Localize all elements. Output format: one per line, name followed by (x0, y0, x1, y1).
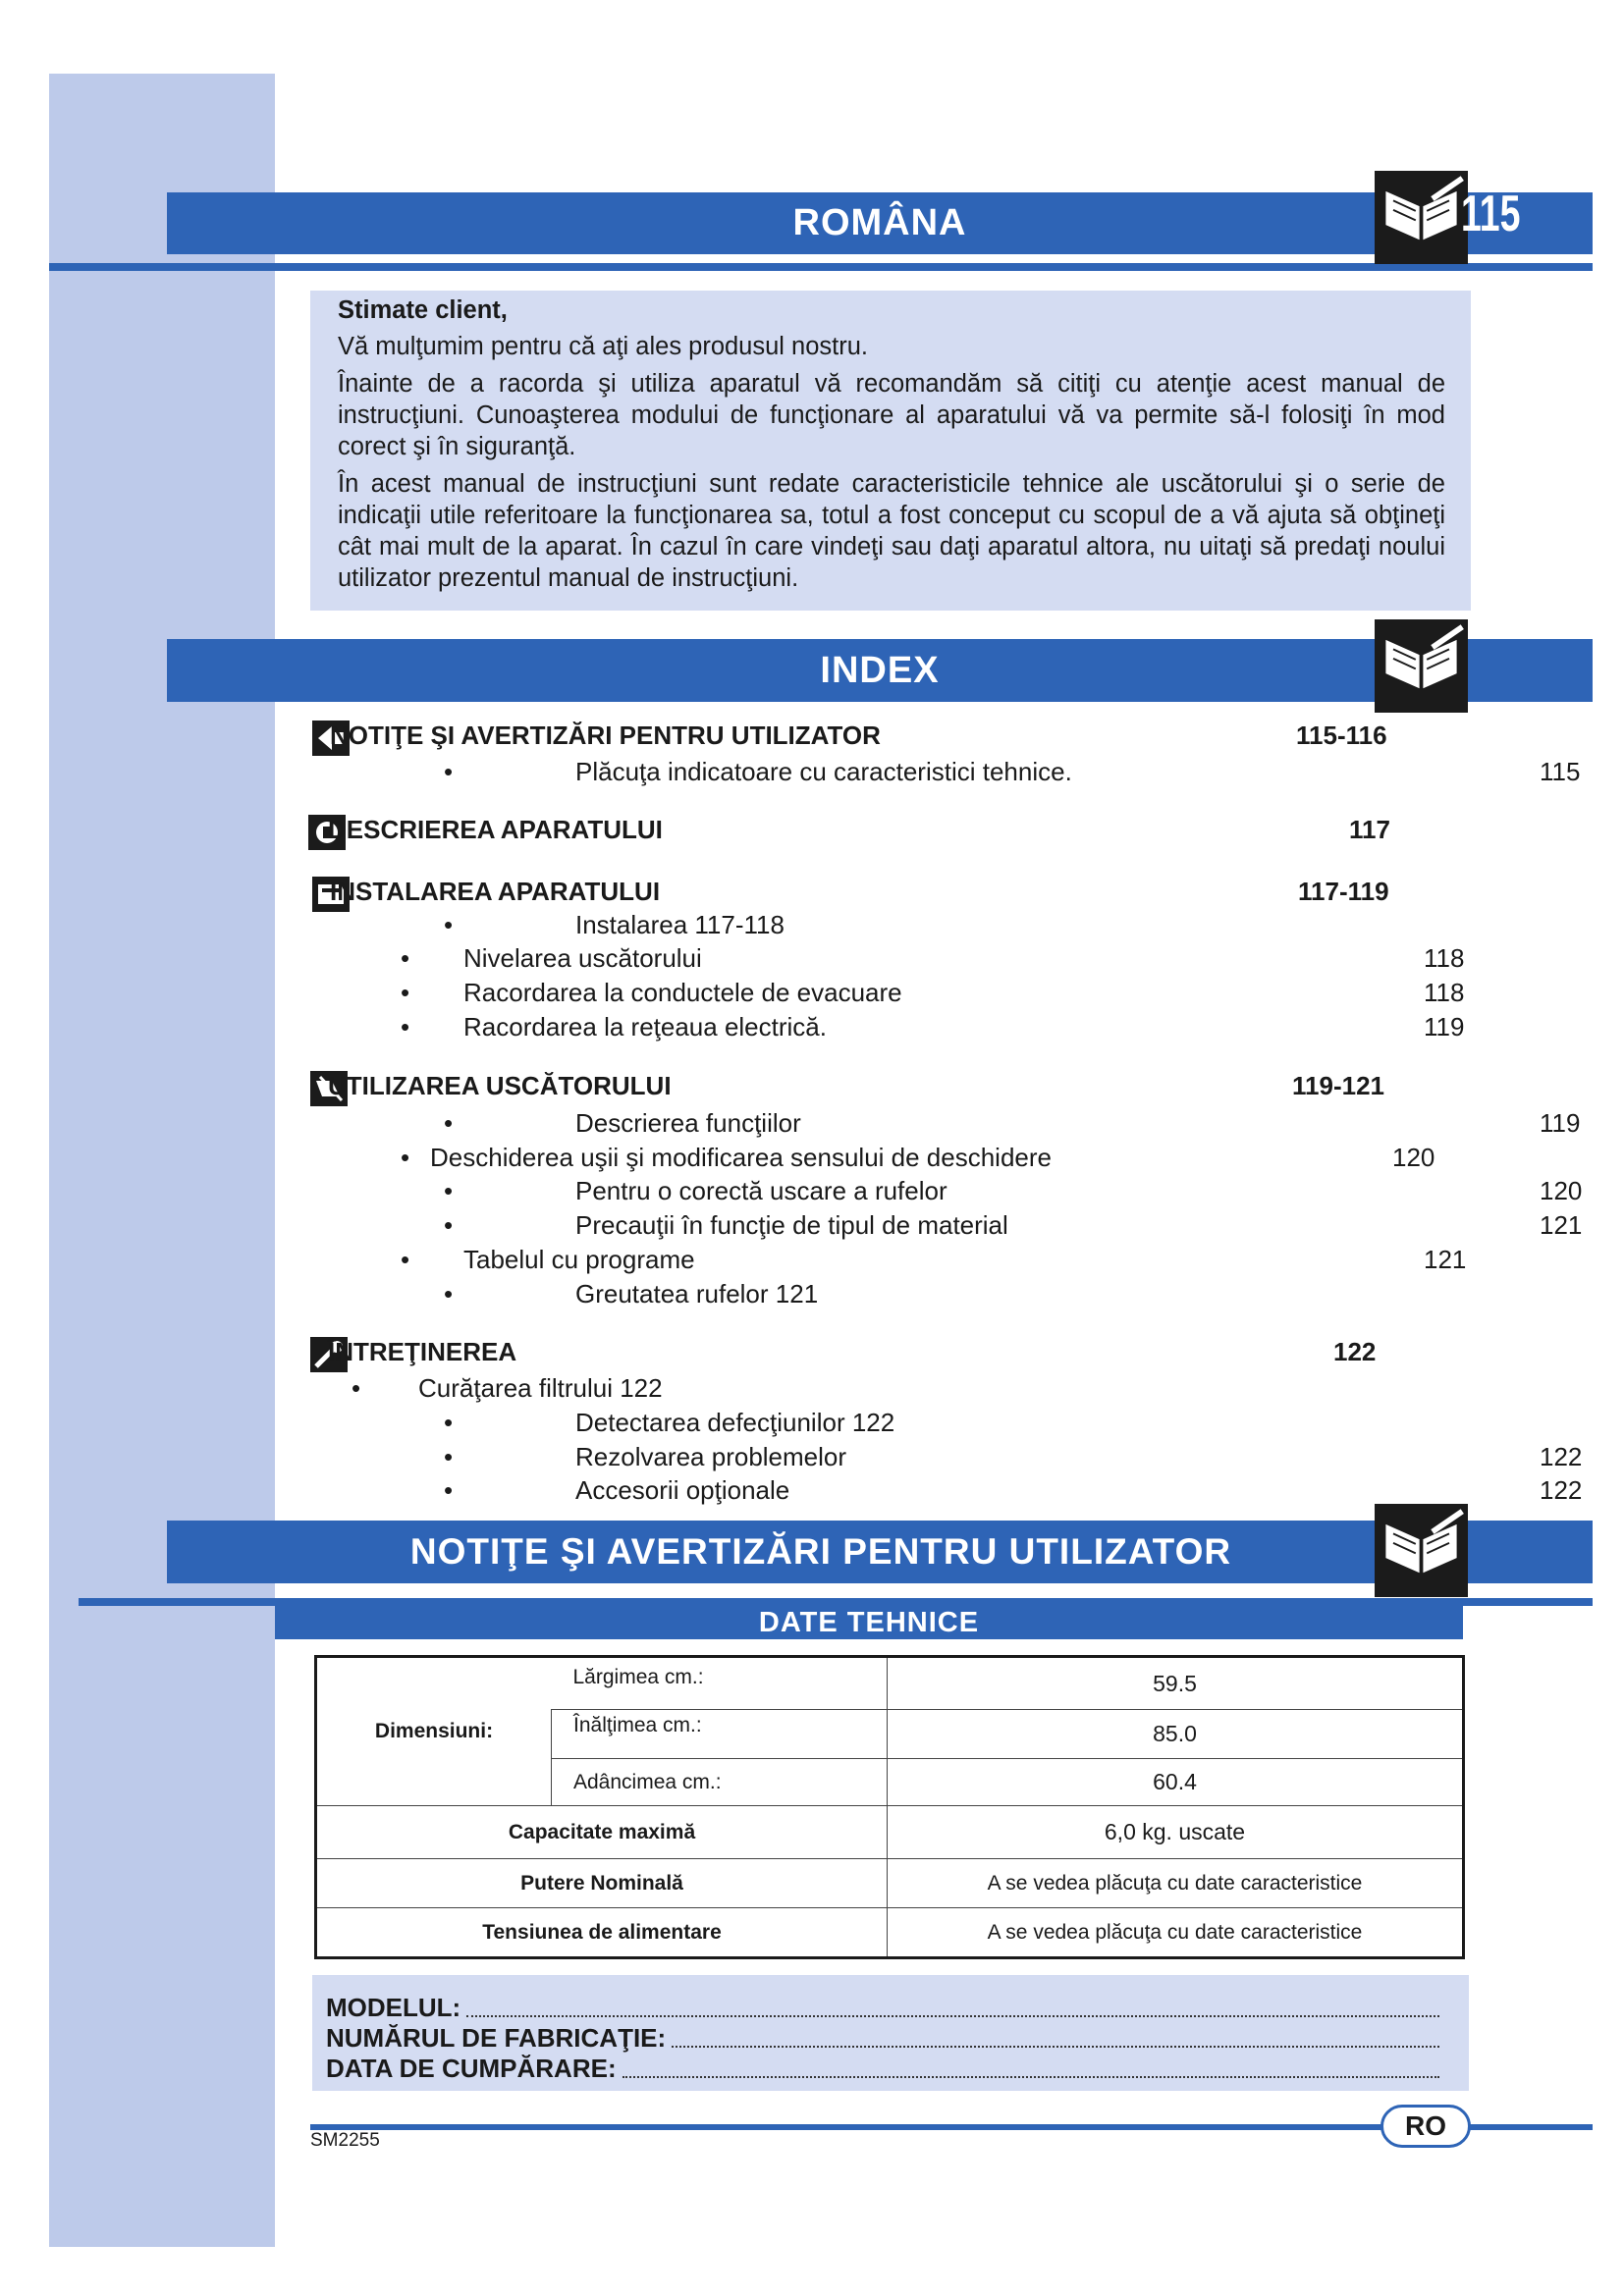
index-item: Curăţarea filtrului 122 (418, 1373, 663, 1403)
spec-capacity-label: Capacitate maximă (316, 1806, 888, 1859)
book-icon (1375, 619, 1468, 713)
index-section-description: DESCRIEREA APARATULUI (328, 815, 663, 844)
index-item-page: 122 (1540, 1442, 1583, 1471)
spec-power-label: Putere Nominală (316, 1859, 888, 1908)
index-section-description-pages: 117 (1349, 815, 1390, 844)
spec-power-value: A se vedea plăcuţa cu date caracteristice (888, 1859, 1464, 1908)
purchase-date-label: DATA DE CUMPĂRARE: (326, 2054, 617, 2083)
notes-title: NOTIŢE ŞI AVERTIZĂRI PENTRU UTILIZATOR (409, 1531, 1232, 1572)
model-line (326, 1993, 1439, 2023)
spec-width-value: 59.5 (888, 1657, 1464, 1710)
intro-paragraph-3: În acest manual de instrucţiuni sunt redate caracteristicile tehnice ale uscătorului şi o serie de indicaţii utile referitoare la funcţionarea sa, totul a fost conceput cu scopul de a vă ajuta să obţineţi cât mai mult de la aparat. În cazul în care vindeţi sau daţi aparatul altora, nu uitaţi să predaţi noului utilizator prezentul manual de instrucţiuni. (338, 470, 1445, 592)
language-badge: RO (1380, 2105, 1471, 2148)
spec-table (314, 1655, 1465, 1959)
bullet: • (444, 1442, 454, 1471)
bullet: • (444, 1108, 454, 1138)
index-section-notes: NOTIŢE ŞI AVERTIZĂRI PENTRU UTILIZATOR (330, 721, 881, 750)
index-item-page: 122 (1540, 1475, 1583, 1505)
notes-rule (79, 1598, 1593, 1606)
header-title: ROMÂNA (792, 202, 967, 243)
index-item: Rezolvarea problemelor (575, 1442, 847, 1471)
book-icon (1375, 1504, 1468, 1597)
serial-dots (672, 2046, 1439, 2048)
intro-greeting: Stimate client, (338, 296, 508, 324)
index-item-page: 118 (1424, 978, 1465, 1007)
bullet: • (401, 943, 410, 973)
page-number: 115 (1461, 186, 1521, 242)
index-item: Plăcuţa indicatoare cu caracteristici tehnice. (575, 757, 1072, 786)
index-section-usage: UTILIZAREA USCĂTORULUI (328, 1071, 672, 1100)
bullet: • (352, 1373, 361, 1403)
index-item: Tabelul cu programe (463, 1245, 695, 1274)
bullet: • (444, 1210, 454, 1240)
index-item: Racordarea la conductele de evacuare (463, 978, 902, 1007)
spec-dim-label: Dimensiuni: (316, 1657, 552, 1806)
index-item: Nivelarea uscătorului (463, 943, 702, 973)
index-item-page: 121 (1424, 1245, 1467, 1274)
subtitle-bar (275, 1606, 1463, 1639)
spec-capacity-value: 6,0 kg. uscate (888, 1806, 1464, 1859)
index-title: INDEX (820, 650, 940, 691)
index-item: Deschiderea uşii şi modificarea sensului de deschidere (430, 1143, 1053, 1172)
intro-paragraph-2: Înainte de a racorda şi utiliza aparatul vă recomandăm să citiţi cu atenţie acest manual de instrucţiuni. Cunoaşterea modului de funcţionare al aparatului vă va permite să-l folosiţi în mod corect şi în siguranţă. (338, 370, 1445, 460)
book-icon (1375, 171, 1468, 264)
footer-code: SM2255 (310, 2130, 380, 2151)
bullet: • (444, 1176, 454, 1205)
model-dots (466, 2015, 1439, 2017)
spec-height-label: Înălţimea cm.: (552, 1710, 888, 1759)
index-section-maintenance-pages: 122 (1333, 1337, 1377, 1366)
serial-line (326, 2023, 1439, 2054)
index-section-notes-pages: 115-116 (1296, 721, 1387, 750)
bullet: • (444, 1279, 454, 1308)
index-item-page: 115 (1540, 757, 1581, 786)
bullet: • (401, 1012, 410, 1041)
model-label: MODELUL: (326, 1993, 461, 2022)
index-section-installation-pages: 117-119 (1298, 877, 1389, 906)
index-item: Pentru o corectă uscare a rufelor (575, 1176, 947, 1205)
spec-height-value: 85.0 (888, 1710, 1464, 1759)
intro-paragraph-1: Vă mulţumim pentru că aţi ales produsul nostru. (338, 333, 869, 360)
intro-box (310, 291, 1471, 611)
index-item: Precauţii în funcţie de tipul de material (575, 1210, 1008, 1240)
spec-width-label: Lărgimea cm.: (552, 1657, 888, 1710)
index-item-page: 120 (1540, 1176, 1583, 1205)
index-item-page: 119 (1424, 1012, 1465, 1041)
header-rule (49, 263, 1593, 271)
index-section-usage-pages: 119-121 (1292, 1071, 1384, 1100)
model-box (312, 1975, 1469, 2091)
spec-voltage-value: A se vedea plăcuţa cu date caracteristice (888, 1908, 1464, 1958)
bullet: • (444, 1475, 454, 1505)
index-item: Instalarea 117-118 (575, 910, 785, 939)
index-section-installation: INSTALAREA APARATULUI (330, 877, 661, 906)
notes-subtitle: DATE TEHNICE (758, 1607, 980, 1638)
date-line (326, 2054, 1439, 2084)
index-item-page: 121 (1540, 1210, 1583, 1240)
bullet: • (401, 1245, 410, 1274)
index-item: Racordarea la reţeaua electrică. (463, 1012, 827, 1041)
index-item-page: 119 (1540, 1108, 1581, 1138)
bullet: • (401, 1143, 410, 1172)
index-item: Detectarea defecţiunilor 122 (575, 1408, 895, 1437)
date-dots (623, 2076, 1439, 2078)
spec-depth-value: 60.4 (888, 1759, 1464, 1806)
bullet: • (444, 1408, 454, 1437)
index-item: Accesorii opţionale (575, 1475, 790, 1505)
index-item-page: 120 (1392, 1143, 1435, 1172)
bullet: • (444, 757, 454, 786)
spec-voltage-label: Tensiunea de alimentare (316, 1908, 888, 1958)
index-section-maintenance: ÎNTREŢINEREA (328, 1337, 517, 1366)
bullet: • (444, 910, 454, 939)
side-band (49, 74, 275, 2247)
index-item: Descrierea funcţiilor (575, 1108, 801, 1138)
index-item: Greutatea rufelor 121 (575, 1279, 819, 1308)
bullet: • (401, 978, 410, 1007)
spec-depth-label: Adâncimea cm.: (552, 1759, 888, 1806)
serial-label: NUMĂRUL DE FABRICAŢIE: (326, 2023, 667, 2053)
index-item-page: 118 (1424, 943, 1465, 973)
